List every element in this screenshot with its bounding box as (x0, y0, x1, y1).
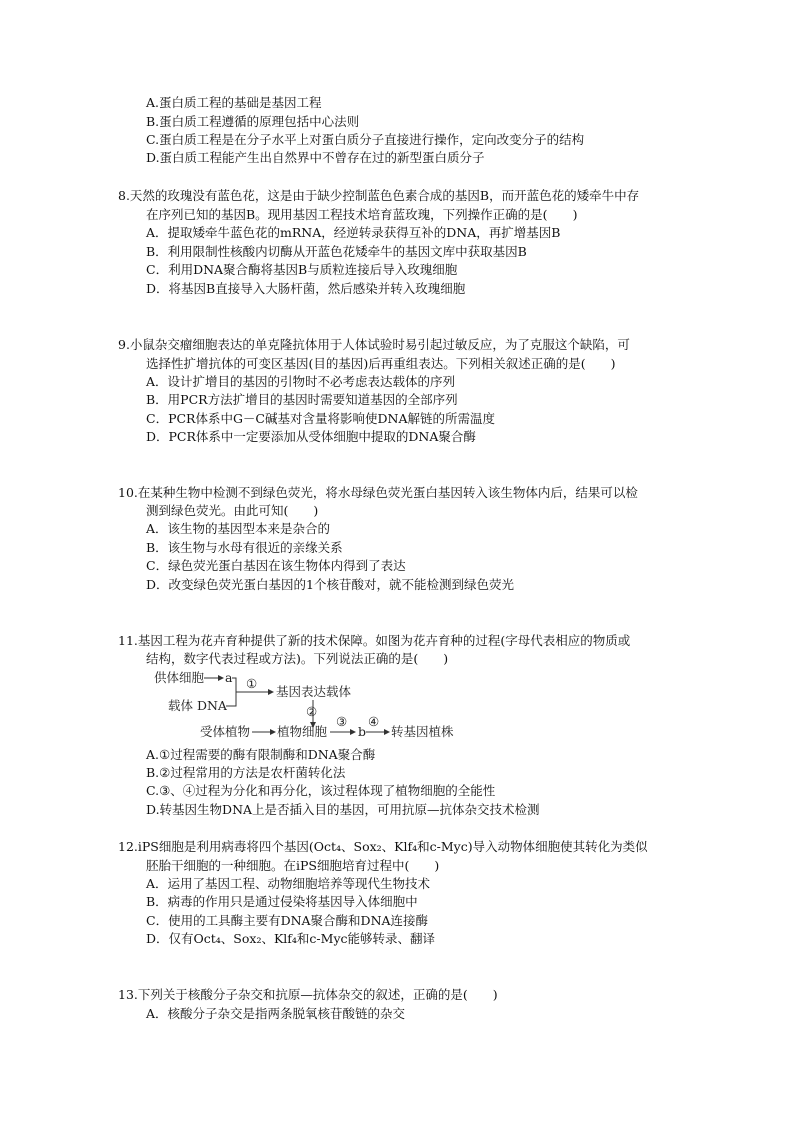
q8-stem-line1: 8.天然的玫瑰没有蓝色花，这是由于缺少控制蓝色色素合成的基因B，而开蓝色花的矮牵牛中存 (118, 188, 640, 203)
q10-stem-line2: 测到绿色荧光。由此可知( ) (146, 503, 319, 518)
q13-stem-line1: 13.下列关于核酸分子杂交和抗原—抗体杂交的叙述，正确的是( ) (118, 987, 498, 1002)
diagram-step2-label: ② (306, 704, 318, 719)
diagram-arrowhead (218, 675, 224, 681)
q8-option-a: A．提取矮牵牛蓝色花的mRNA，经逆转录获得互补的DNA，再扩增基因B (146, 225, 561, 240)
q13-option-a: A．核酸分子杂交是指两条脱氧核苷酸链的杂交 (146, 1006, 406, 1021)
diagram-transgenic-plant-label: 转基因植株 (391, 724, 454, 739)
q11-option-b: B.②过程常用的方法是农杆菌转化法 (146, 765, 346, 780)
q7-option-b: B.蛋白质工程遵循的原理包括中心法则 (146, 114, 360, 129)
q9-option-d: D．PCR体系中一定要添加从受体细胞中提取的DNA聚合酶 (146, 429, 476, 444)
diagram-donor-cell-label: 供体细胞 (154, 670, 205, 685)
diagram-a-label: a (225, 670, 233, 685)
q11-option-a: A.①过程需要的酶有限制酶和DNA聚合酶 (146, 747, 376, 762)
q9-stem-line1: 9.小鼠杂交瘤细胞表达的单克隆抗体用于人体试验时易引起过敏反应，为了克服这个缺陷，可 (118, 337, 630, 352)
diagram-arrowhead (384, 729, 390, 735)
q9-option-b: B．用PCR方法扩增目的基因时需要知道基因的全部序列 (146, 392, 458, 407)
q9-option-c: C．PCR体系中G－C碱基对含量将影响使DNA解链的所需温度 (146, 411, 495, 426)
q8-option-b: B．利用限制性核酸内切酶从开蓝色花矮牵牛的基因文库中获取基因B (146, 244, 527, 259)
q12-option-d: D．仅有Oct₄、Sox₂、Klf₄和c-Myc能够转录、翻译 (146, 931, 436, 946)
q10-option-b: B．该生物与水母有很近的亲缘关系 (146, 540, 343, 555)
q12-option-c: C．使用的工具酶主要有DNA聚合酶和DNA连接酶 (146, 913, 429, 928)
q11-option-d: D.转基因生物DNA上是否插入目的基因，可用抗原—抗体杂交技术检测 (146, 802, 540, 817)
q10-option-c: C．绿色荧光蛋白基因在该生物体内得到了表达 (146, 558, 406, 573)
q7-option-c: C.蛋白质工程是在分子水平上对蛋白质分子直接进行操作，定向改变分子的结构 (146, 132, 585, 147)
q12-stem-line2: 胚胎干细胞的一种细胞。在iPS细胞培育过程中( ) (146, 858, 440, 873)
diagram-arrowhead (270, 729, 276, 735)
q10-option-d: D．改变绿色荧光蛋白基因的1个核苷酸对，就不能检测到绿色荧光 (146, 577, 514, 592)
q12-stem-line1: 12.iPS细胞是利用病毒将四个基因(Oct₄、Sox₂、Klf₄和c-Myc)导入动物体细胞使其转化为类似 (118, 839, 648, 854)
q11-stem-line1: 11.基因工程为花卉育种提供了新的技术保障。如图为花卉育种的过程(字母代表相应的物质或 (118, 633, 631, 648)
diagram-step4-label: ④ (368, 714, 380, 729)
q12-option-b: B．病毒的作用只是通过侵染将基因导入体细胞中 (146, 894, 418, 909)
q9-option-a: A．设计扩增目的基因的引物时不必考虑表达载体的序列 (146, 374, 456, 389)
q7-option-a: A.蛋白质工程的基础是基因工程 (146, 95, 322, 110)
q11-option-c: C.③、④过程为分化和再分化，该过程体现了植物细胞的全能性 (146, 783, 496, 798)
diagram-b-label: b (358, 724, 367, 739)
diagram-arrowhead (350, 729, 356, 735)
diagram-plant-cell-label: 植物细胞 (277, 724, 328, 739)
diagram-step3-label: ③ (336, 714, 348, 729)
q10-stem-line1: 10.在某种生物中检测不到绿色荧光，将水母绿色荧光蛋白基因转入该生物体内后，结果可以检 (118, 485, 638, 500)
q9-stem-line2: 选择性扩增抗体的可变区基因(目的基因)后再重组表达。下列相关叙述正确的是( ) (146, 356, 616, 371)
q8-stem-line2: 在序列已知的基因B。现用基因工程技术培育蓝玫瑰，下列操作正确的是( ) (146, 207, 578, 222)
q7-option-d: D.蛋白质工程能产生出自然界中不曾存在过的新型蛋白质分子 (146, 150, 485, 165)
diagram-arrowhead (268, 689, 274, 695)
q11-stem-line2: 结构，数字代表过程或方法)。下列说法正确的是( ) (146, 651, 449, 666)
diagram-vector-dna-label: 载体 DNA (168, 698, 227, 713)
diagram-step1-label: ① (246, 676, 258, 691)
gene-engineering-flow-diagram (150, 668, 480, 748)
q10-option-a: A．该生物的基因型本来是杂合的 (146, 521, 331, 536)
diagram-expression-vector-label: 基因表达载体 (276, 684, 352, 699)
q12-option-a: A．运用了基因工程、动物细胞培养等现代生物技术 (146, 876, 431, 891)
q8-option-d: D．将基因B直接导入大肠杆菌，然后感染并转入玫瑰细胞 (146, 281, 466, 296)
diagram-recipient-plant-label: 受体植物 (200, 724, 251, 739)
q8-option-c: C．利用DNA聚合酶将基因B与质粒连接后导入玫瑰细胞 (146, 262, 458, 277)
